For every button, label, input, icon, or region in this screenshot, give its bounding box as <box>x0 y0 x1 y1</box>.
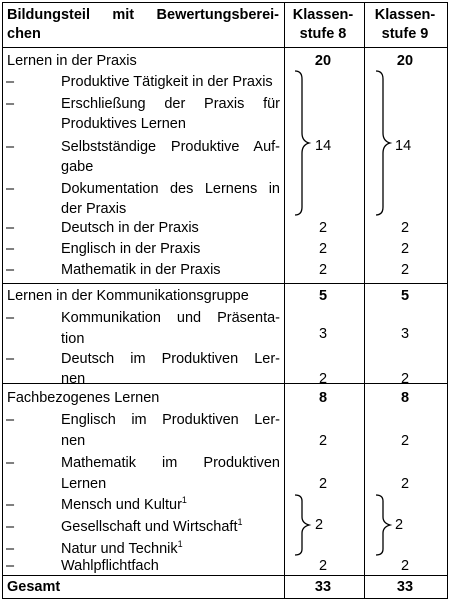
total-grade8: 33 <box>314 579 332 595</box>
list-item: Erschließung der Praxis für <box>61 96 280 112</box>
list-dash: – <box>6 412 15 428</box>
section-title-praxis: Lernen in der Praxis <box>7 53 137 69</box>
list-item: Mathematik im Produktiven <box>61 455 280 471</box>
list-item-continued: Lernen <box>61 476 107 492</box>
row-divider <box>3 47 447 48</box>
total-label: Gesamt <box>7 579 61 595</box>
section-total-grade8: 20 <box>314 53 332 69</box>
curriculum-table <box>2 2 448 599</box>
row-value-grade8: 3 <box>318 326 328 342</box>
row-value-grade9: 2 <box>400 476 410 492</box>
row-value-grade8: 2 <box>318 558 328 574</box>
row-value-grade9: 2 <box>400 262 410 278</box>
list-item-continued: Produktives Lernen <box>61 116 186 132</box>
list-item: Deutsch in der Praxis <box>61 220 199 236</box>
curly-brace-icon <box>292 493 312 557</box>
footnote-marker: 1 <box>181 495 187 505</box>
total-grade9: 33 <box>396 579 414 595</box>
curly-brace-icon <box>292 69 312 219</box>
section-total-grade9: 20 <box>396 53 414 69</box>
list-item: Englisch in der Praxis <box>61 241 201 257</box>
list-dash: – <box>6 519 15 535</box>
row-value-grade9: 2 <box>400 558 410 574</box>
list-item-continued: nen <box>61 433 86 449</box>
header-grade8-line1: Klassen- <box>292 7 354 23</box>
header-grade9-line2: stufe 9 <box>381 26 429 42</box>
group-value-grade8: 14 <box>315 138 332 154</box>
list-item-continued: gabe <box>61 159 94 175</box>
header-label-line1: Bildungsteil mit Bewertungsberei- <box>7 7 279 23</box>
group-value-grade9: 2 <box>395 517 404 533</box>
row-value-grade9: 2 <box>400 220 410 236</box>
list-dash: – <box>6 74 15 90</box>
row-divider <box>3 283 447 284</box>
row-value-grade9: 2 <box>400 371 410 387</box>
list-dash: – <box>6 181 15 197</box>
group-value-grade8: 2 <box>315 517 324 533</box>
section-total-grade8: 5 <box>318 288 328 304</box>
list-item: Natur und Technik$^1$ <box>61 539 183 557</box>
list-item: Mensch und Kultur$^1$ <box>61 495 187 513</box>
list-dash: – <box>6 455 15 471</box>
section-total-grade9: 5 <box>400 288 410 304</box>
row-value-grade8: 2 <box>318 220 328 236</box>
row-value-grade8: 2 <box>318 262 328 278</box>
list-dash: – <box>6 558 15 574</box>
section-title-fach: Fachbezogenes Lernen <box>7 390 160 406</box>
row-value-grade9: 3 <box>400 326 410 342</box>
row-value-grade8: 2 <box>318 371 328 387</box>
list-dash: – <box>6 139 15 155</box>
list-item: Produktive Tätigkeit in der Praxis <box>61 74 273 90</box>
footnote-marker: 1 <box>237 517 243 527</box>
list-item: Dokumentation des Lernens in <box>61 181 280 197</box>
row-value-grade9: 2 <box>400 241 410 257</box>
list-item: Kommunikation und Präsenta- <box>61 310 280 326</box>
list-item-continued: tion <box>61 331 85 347</box>
row-value-grade8: 2 <box>318 476 328 492</box>
row-value-grade9: 2 <box>400 433 410 449</box>
list-dash: – <box>6 497 15 513</box>
list-dash: – <box>6 96 15 112</box>
header-grade9-line1: Klassen- <box>374 7 436 23</box>
list-dash: – <box>6 262 15 278</box>
list-item: Gesellschaft und Wirtschaft$^1$ <box>61 517 243 535</box>
list-item: Mathematik in der Praxis <box>61 262 221 278</box>
footnote-marker: 1 <box>177 539 183 549</box>
section-title-kommunikation: Lernen in der Kommunikationsgruppe <box>7 288 249 304</box>
list-item: Wahlpflichtfach <box>61 558 159 574</box>
group-value-grade9: 14 <box>395 138 412 154</box>
list-item: Englisch im Produktiven Ler- <box>61 412 280 428</box>
list-item-continued: der Praxis <box>61 201 127 217</box>
row-value-grade8: 2 <box>318 241 328 257</box>
curly-brace-icon <box>373 69 393 219</box>
list-item: Deutsch im Produktiven Ler- <box>61 351 280 367</box>
list-dash: – <box>6 351 15 367</box>
header-label-line2: chen <box>7 26 41 42</box>
list-item: Selbstständige Produktive Auf- <box>61 139 280 155</box>
section-total-grade9: 8 <box>400 390 410 406</box>
curly-brace-icon <box>373 493 393 557</box>
list-dash: – <box>6 220 15 236</box>
header-grade8-line2: stufe 8 <box>299 26 347 42</box>
list-item-continued: nen <box>61 371 86 387</box>
row-value-grade8: 2 <box>318 433 328 449</box>
list-dash: – <box>6 541 15 557</box>
list-dash: – <box>6 310 15 326</box>
section-total-grade8: 8 <box>318 390 328 406</box>
list-dash: – <box>6 241 15 257</box>
